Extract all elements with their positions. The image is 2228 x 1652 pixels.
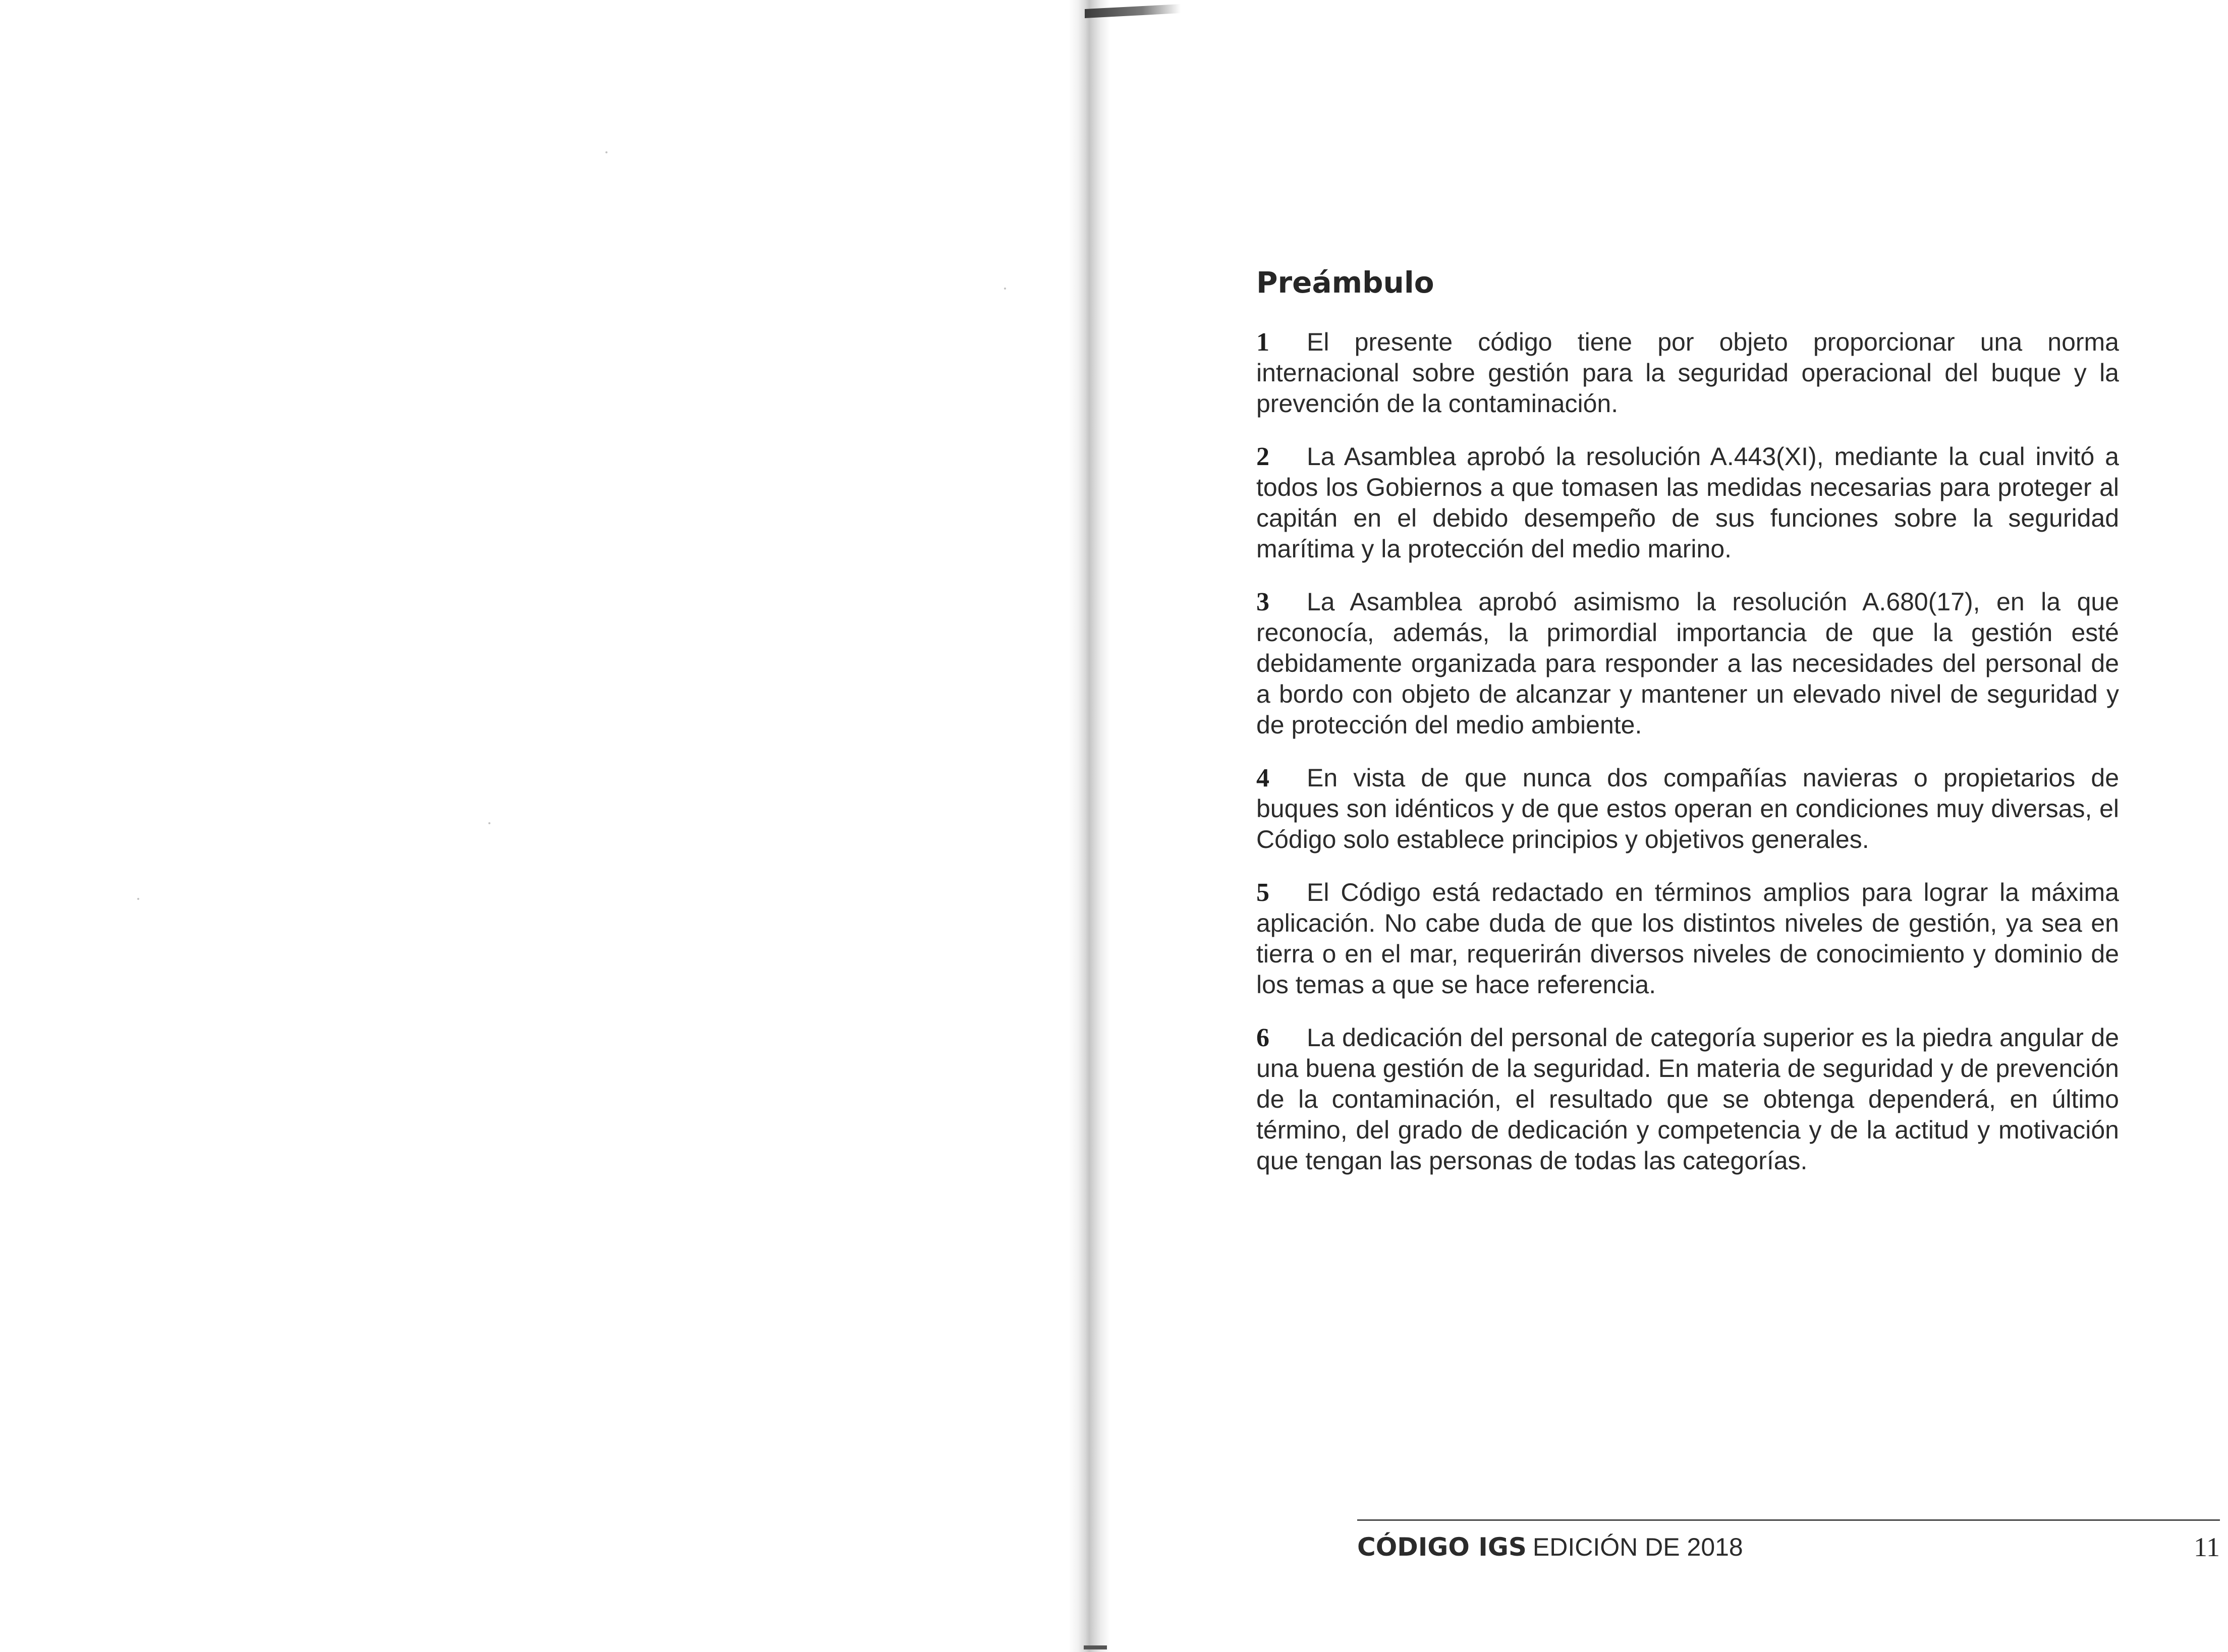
footer-divider bbox=[1357, 1519, 2220, 1521]
paragraph-text: El Código está redactado en términos amplios para lograr la máxima aplicación. No cabe duda de que los distintos niveles de gestión, ya sea en tierra o en el mar, requerirán diversos niveles de conocimiento y dominio de los temas a que se hace referencia. bbox=[1256, 878, 2119, 999]
right-text-page bbox=[1110, 0, 2228, 1652]
paragraph-text: La Asamblea aprobó la resolución A.443(XI), mediante la cual invitó a todos los Gobiernos a que tomasen las medidas necesarias para proteger al capitán en el debido desempeño de sus funciones sobre la seguridad marítima y la protección del medio marino. bbox=[1256, 442, 2119, 563]
paragraph-number: 4 bbox=[1256, 764, 1269, 792]
paragraph-3 bbox=[1256, 587, 2119, 740]
page-footer bbox=[1357, 1529, 2220, 1565]
paragraph-2 bbox=[1256, 441, 2119, 564]
scan-speck bbox=[1004, 288, 1006, 290]
page-title: Preámbulo bbox=[1256, 265, 1434, 300]
book-gutter bbox=[1069, 0, 1110, 1652]
paragraph-1 bbox=[1256, 327, 2119, 419]
paragraph-4 bbox=[1256, 763, 2119, 855]
paragraph-number: 2 bbox=[1256, 442, 1269, 471]
scan-speck bbox=[488, 822, 490, 824]
paragraph-text: El presente código tiene por objeto proporcionar una norma internacional sobre gestión para la seguridad operacional del buque y la prevención de la contaminación. bbox=[1256, 328, 2119, 418]
paragraph-number: 1 bbox=[1256, 328, 1269, 357]
paragraph-text: La Asamblea aprobó asimismo la resolución A.680(17), en la que reconocía, además, la primordial importancia de que la gestión esté debidamente organizada para responder a las necesidades del personal de a bordo con objeto de alcanzar y mantener un elevado nivel de seguridad y de protección del medio ambiente. bbox=[1256, 588, 2119, 739]
footer-code-label: CÓDIGO IGS bbox=[1357, 1532, 1527, 1562]
page-number: 11 bbox=[2194, 1532, 2220, 1562]
scan-speck bbox=[605, 151, 607, 153]
paragraph-number: 6 bbox=[1256, 1023, 1269, 1052]
gutter-bottom-shadow bbox=[1084, 1645, 1107, 1649]
paragraph-number: 3 bbox=[1256, 588, 1269, 616]
paragraph-5 bbox=[1256, 877, 2119, 1000]
footer-edition-label: EDICIÓN DE 2018 bbox=[1532, 1533, 1743, 1561]
paragraph-text: La dedicación del personal de categoría superior es la piedra angular de una buena gestión de la seguridad. En materia de seguridad y de prevención de la contaminación, el resultado que se obtenga dependerá, en último término, del grado de dedicación y competencia y de la actitud y motivación que tengan las personas de todas las categorías. bbox=[1256, 1023, 2119, 1175]
preamble-section bbox=[1256, 262, 2119, 1199]
paragraph-number: 5 bbox=[1256, 878, 1269, 907]
paragraph-6 bbox=[1256, 1022, 2119, 1176]
left-blank-page bbox=[0, 0, 1080, 1652]
scan-speck bbox=[137, 898, 139, 900]
paragraph-text: En vista de que nunca dos compañías navieras o propietarios de buques son idénticos y de que estos operan en condiciones muy diversas, el Código solo establece principios y objetivos generales. bbox=[1256, 764, 2119, 853]
